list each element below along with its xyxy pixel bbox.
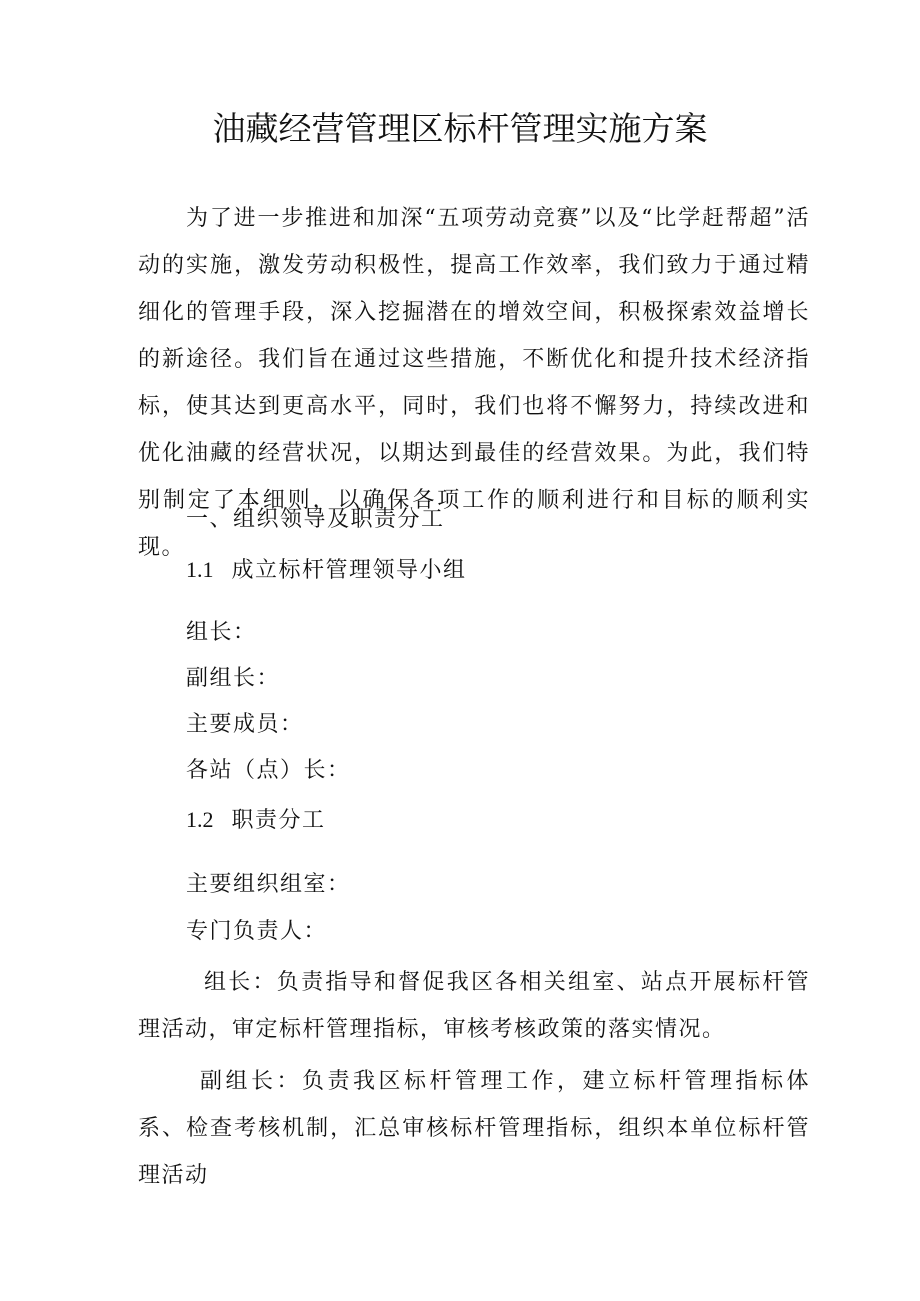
intro-paragraph: 为了进一步推进和加深“五项劳动竞赛”以及“比学赶帮超”活动的实施，激发劳动积极性，提高工作效率，我们致力于通过精细化的管理手段，深入挖掘潜在的增效空间，积极探索效益增长的新途径。我们旨在通过这些措施，不断优化和提升技术经济指标，使其达到更高水平，同时，我们也将不懈努力，持续改进和优化油藏的经营状况，以期达到最佳的经营效果。为此，我们特别制定了本细则，以确保各项工作的顺利进行和目标的顺利实现。 [138, 206, 810, 560]
leader-duty-paragraph: 组长：负责指导和督促我区各相关组室、站点开展标杆管理活动，审定标杆管理指标，审核考核政策的落实情况。 [138, 970, 810, 1042]
person-in-charge-line: 专门负责人： [186, 919, 328, 944]
document-title: 油藏经营管理区标杆管理实施方案 [212, 109, 708, 148]
main-members-line: 主要成员： [186, 712, 304, 737]
leader-line: 组长： [186, 620, 257, 645]
subsection-1-2 [186, 805, 326, 836]
subsection-title: 成立标杆管理领导小组 [231, 558, 467, 583]
subsection-title: 职责分工 [231, 808, 326, 833]
main-office-line: 主要组织组室： [186, 872, 351, 897]
section-heading-1: 一、组织领导及职责分工 [186, 507, 445, 532]
subsection-number: 1.2 [186, 807, 214, 832]
station-heads-line: 各站（点）长： [186, 758, 351, 783]
deputy-duty-paragraph: 副组长：负责我区标杆管理工作，建立标杆管理指标体系、检查考核机制，汇总审核标杆管理指标，组织本单位标杆管理活动 [138, 1069, 810, 1188]
subsection-number: 1.1 [186, 557, 214, 582]
deputy-leader-line: 副组长： [186, 666, 281, 691]
subsection-1-1 [186, 555, 467, 586]
